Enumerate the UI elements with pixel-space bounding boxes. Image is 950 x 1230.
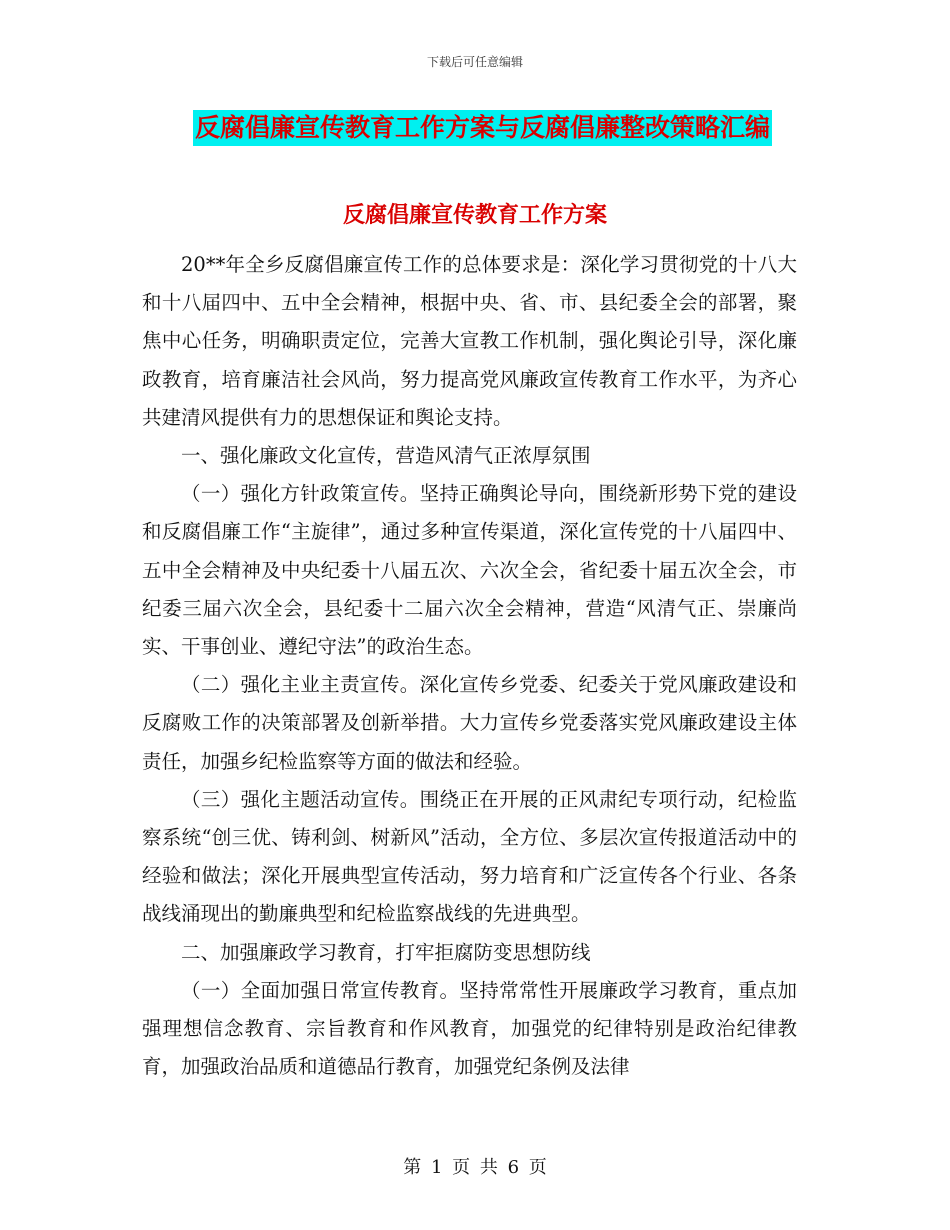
paragraph: （三）强化主题活动宣传。围绕正在开展的正风肃纪专项行动，纪检监察系统“创三优、铸利剑、树新风”活动，全方位、多层次宣传报道活动中的经验和做法；深化开展典型宣传活动，努力培育和广泛宣传各个行业、各条战线涌现出的勤廉典型和纪检监察战线的先进典型。: [142, 787, 797, 926]
body-text: [142, 246, 797, 1086]
paragraph: （二）强化主业主责宣传。深化宣传乡党委、纪委关于党风廉政建设和反腐败工作的决策部署及创新举措。大力宣传乡党委落实党风廉政建设主体责任，加强乡纪检监察等方面的做法和经验。: [142, 673, 797, 773]
paragraph: （一）强化方针政策宣传。坚持正确舆论导向，围绕新形势下党的建设和反腐倡廉工作“主旋律”，通过多种宣传渠道，深化宣传党的十八届四中、五中全会精神及中央纪委十八届五次、六次全会，省纪委十届五次全会，市纪委三届六次全会，县纪委十二届六次全会精神，营造“风清气正、崇廉尚实、干事创业、遵纪守法”的政治生态。: [142, 482, 797, 659]
paragraph: （一）全面加强日常宣传教育。坚持常常性开展廉政学习教育，重点加强理想信念教育、宗旨教育和作风教育，加强党的纪律特别是政治纪律教育，加强政治品质和道德品行教育，加强党纪条例及法律: [142, 978, 797, 1079]
page-number: 第 1 页 共 6 页: [403, 1157, 547, 1178]
header-note: 下载后可任意编辑: [426, 55, 523, 69]
paragraph: 一、强化廉政文化宣传，营造风清气正浓厚氛围: [181, 444, 591, 468]
section-title: 反腐倡廉宣传教育工作方案: [342, 203, 607, 228]
paragraph: 20**年全乡反腐倡廉宣传工作的总体要求是：深化学习贯彻党的十八大和十八届四中、五中全会精神，根据中央、省、市、县纪委全会的部署，聚焦中心任务，明确职责定位，完善大宣教工作机制，强化舆论引导，深化廉政教育，培育廉洁社会风尚，努力提高党风廉政宣传教育工作水平，为齐心共建清风提供有力的思想保证和舆论支持。: [142, 253, 797, 429]
paragraph: 二、加强廉政学习教育，打牢拒腐防变思想防线: [181, 940, 591, 964]
document-title: 反腐倡廉宣传教育工作方案与反腐倡廉整改策略汇编: [193, 110, 772, 146]
